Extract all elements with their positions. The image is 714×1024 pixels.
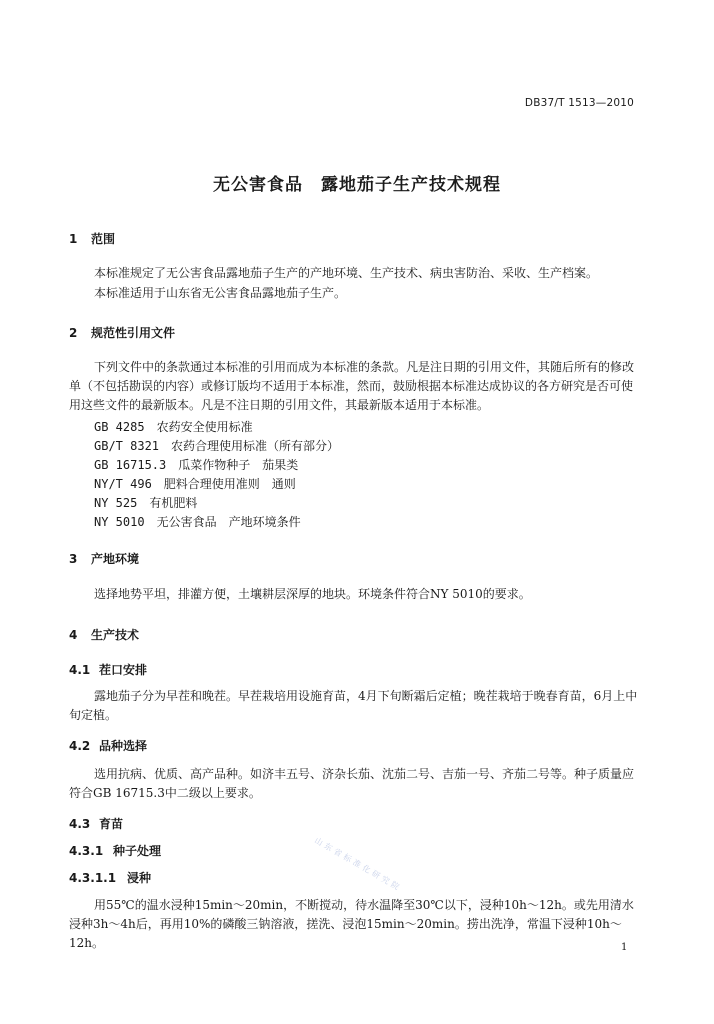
section-title: 浸种 — [127, 871, 152, 885]
document-code: DB37/T 1513—2010 — [524, 97, 634, 109]
section-title: 种子处理 — [113, 844, 162, 858]
section-number: 1 — [69, 232, 78, 246]
section-heading-4 — [69, 626, 139, 643]
section-heading-2 — [69, 324, 175, 341]
section-number: 4.3 — [69, 817, 91, 831]
section-number: 4 — [69, 628, 78, 642]
reference-item: GB 16715.3 瓜菜作物种子 茄果类 — [94, 458, 299, 472]
section-title: 育苗 — [99, 817, 124, 831]
section-heading-4-1 — [69, 661, 147, 678]
reference-item: NY 525 有机肥料 — [94, 496, 198, 510]
section-heading-4-3-1 — [69, 842, 161, 859]
section-title: 规范性引用文件 — [91, 326, 176, 340]
reference-item: NY/T 496 肥料合理使用准则 通则 — [94, 477, 296, 491]
paragraph: 下列文件中的条款通过本标准的引用而成为本标准的条款。凡是注日期的引用文件，其随后所有的修改单（不包括勘误的内容）或修订版均不适用于本标准，然而，鼓励根据本标准达成协议的各方研究是否可使用这些文件的最新版本。凡是不注日期的引用文件，其最新版本适用于本标准。 — [69, 360, 635, 412]
section-title: 产地环境 — [91, 552, 140, 566]
section-number: 2 — [69, 326, 78, 340]
reference-item: GB/T 8321 农药合理使用标准（所有部分） — [94, 439, 340, 453]
document-title: 无公害食品 露地茄子生产技术规程 — [213, 175, 501, 195]
section-heading-1 — [69, 230, 115, 247]
paragraph: 本标准适用于山东省无公害食品露地茄子生产。 — [94, 286, 347, 300]
reference-item: GB 4285 农药安全使用标准 — [94, 420, 253, 434]
watermark: 山东省标准化研究院 — [313, 835, 404, 894]
section-title: 生产技术 — [91, 628, 140, 642]
paragraph: 露地茄子分为早茬和晚茬。早茬栽培用设施育苗，4月下旬断霜后定植；晚茬栽培于晚春育苗，6月上中旬定植。 — [69, 689, 638, 722]
paragraph: 选用抗病、优质、高产品种。如济丰五号、济杂长茄、沈茄二号、吉茄一号、齐茄二号等。种子质量应符合GB 16715.3中二级以上要求。 — [69, 767, 635, 800]
section-heading-4-3-1-1 — [69, 869, 151, 886]
paragraph: 本标准规定了无公害食品露地茄子生产的产地环境、生产技术、病虫害防治、采收、生产档案。 — [94, 266, 599, 280]
page-number: 1 — [621, 942, 628, 953]
paragraph: 选择地势平坦，排灌方便，土壤耕层深厚的地块。环境条件符合NY 5010的要求。 — [94, 587, 531, 601]
section-heading-4-3 — [69, 815, 123, 832]
section-title: 范围 — [91, 232, 116, 246]
paragraph: 用55℃的温水浸种15min～20min，不断搅动，待水温降至30℃以下，浸种10h～12h。或先用清水浸种3h～4h后，再用10%的磷酸三钠溶液，搓洗、浸泡15min～20min。捞出洗净，常温下浸种10h～12h。 — [69, 898, 634, 950]
reference-item: NY 5010 无公害食品 产地环境条件 — [94, 515, 301, 529]
section-title: 茬口安排 — [99, 663, 148, 677]
section-number: 3 — [69, 552, 78, 566]
section-number: 4.1 — [69, 663, 91, 677]
section-number: 4.3.1 — [69, 844, 104, 858]
section-number: 4.2 — [69, 739, 91, 753]
section-heading-3 — [69, 550, 139, 567]
section-heading-4-2 — [69, 737, 147, 754]
section-title: 品种选择 — [99, 739, 148, 753]
section-number: 4.3.1.1 — [69, 871, 117, 885]
